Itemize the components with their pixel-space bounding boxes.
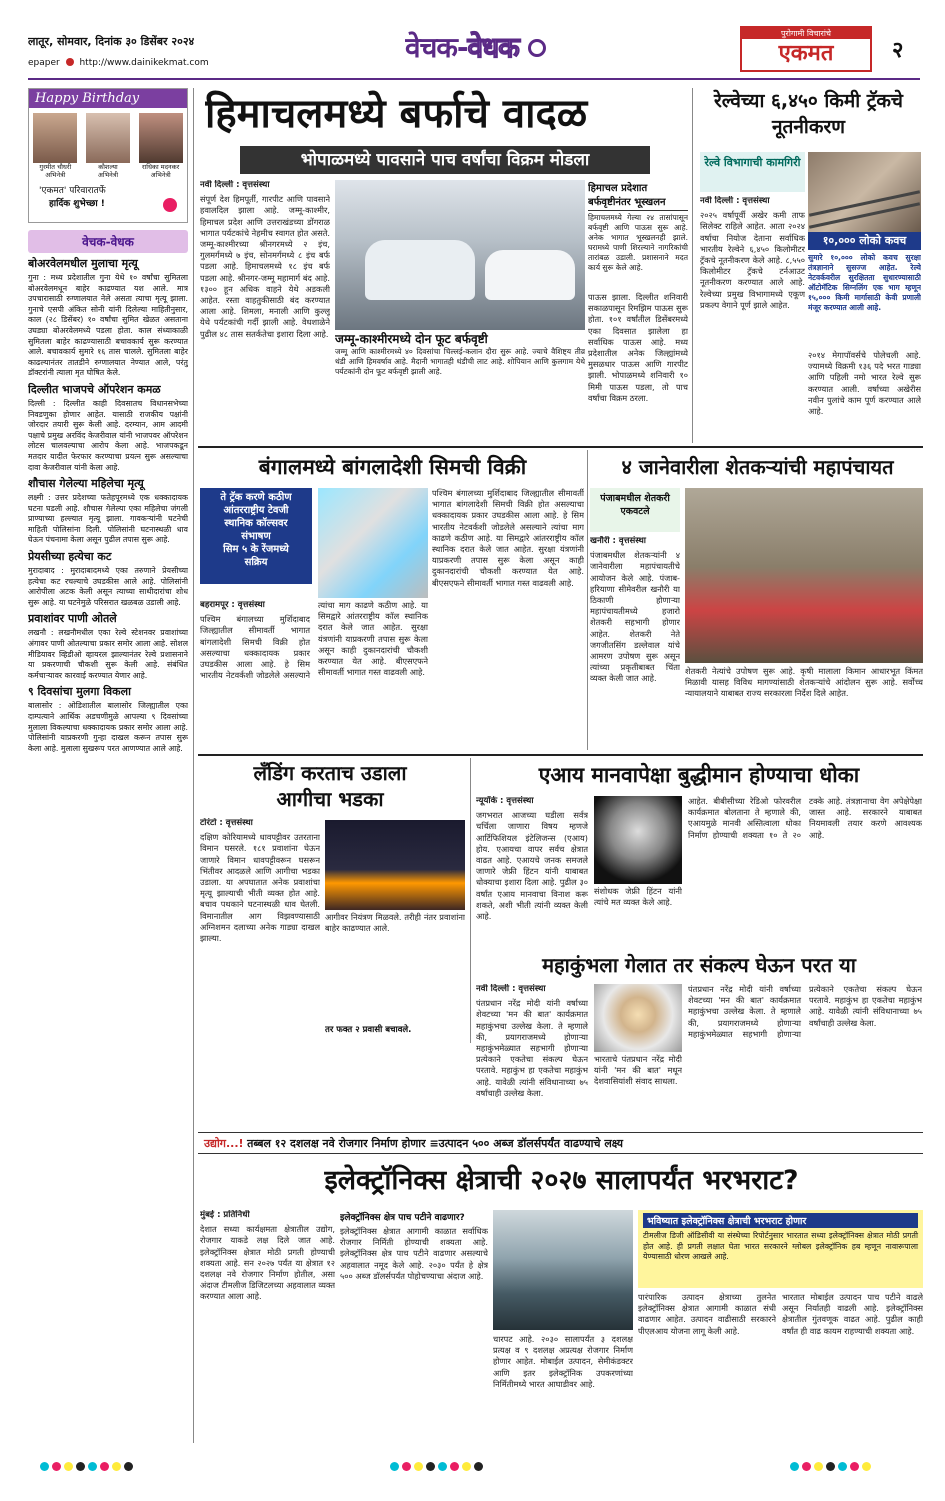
landslide-title-1: हिमाचल प्रदेशात — [588, 183, 648, 194]
himachal-subhead: भोपाळमध्ये पावसाने पाच वर्षांचा विक्रम मोडला — [240, 146, 650, 174]
sim-box-line: संभाषण — [241, 531, 271, 542]
sidebar-item-3 — [28, 476, 188, 546]
registration-dot — [88, 1462, 97, 1471]
electronics-col3: चारपट आहे. २०३० सालापर्यंत ३ दशलक्ष प्रत्यक्ष व ९ दशलक्ष अप्रत्यक्ष रोजगार निर्माण होणार आहेत. मोबाईल उत्पादन, सेमीकंडक्टर आणि इतर इलेक्ट्रॉनिक उपकरणांच्या निर्मितीमध्ये भारत आघाडीवर आहे. — [493, 1334, 633, 1389]
loco-kavach-text: सुमारे १०,००० लोको कवच सुरक्षा तंत्रज्ञानाने सुसज्ज आहेत. रेल्वे नेटवर्कवरील सुरक्षितता सुधारण्यासाठी ऑटोमॅटिक सिग्नलिंग एक भाग म्हणून १५,००० किमी मार्गासाठी केवी प्रणाली मंजूर करण्यात आली आहे. — [808, 253, 921, 312]
kumbh-col3: पंतप्रधान नरेंद्र मोदी यांनी वर्षाच्या शेवटच्या 'मन की बात' कार्यक्रमात महाकुंभचा उल्लेख केला. ते म्हणाले की, प्रयागराजमध्ये होणाऱ्या महाकुंभमेळ्यात सहभागी होणाऱ्या प्रत्येकाने एकतेचा संकल्प घेऊन परतावे. महाकुंभ हा एकतेचा महाकुंभ आहे. यावेळी त्यांनी संविधानाच्या ७५ वर्षांचाही उल्लेख केला. — [688, 984, 922, 1039]
section-title-2: वेधक — [467, 31, 519, 64]
electronics-headline: इलेक्ट्रॉनिक्स क्षेत्राची २०२७ सालापर्यंत भरभराट? — [324, 1165, 799, 1196]
birthday-person-1 — [33, 113, 77, 179]
registration-dot — [838, 1462, 847, 1471]
birthday-photos — [29, 113, 187, 179]
kashmir-snow-caption — [335, 332, 585, 404]
railway-col2: २०१४ मेगापॉवर्सचे पोलेचली आहे. ज्यामध्ये विक्रमी १३६ पदे भरत गाड्या आणि पहिली नमो भारत रेल्वे सुरू करण्यात आली. वर्षाच्या अखेरीस नवीन पुलांचे काम पूर्ण करण्यात आले आहे. — [808, 350, 921, 417]
sidebar-item-1 — [28, 256, 188, 379]
sidebar-item-title: बोअरवेलमधील मुलाचा मृत्यू — [28, 257, 138, 270]
sidebar-item-text: लक्ष्मी : उत्तर प्रदेशच्या फतेहपूरमध्ये एक धक्कादायक घटना घडली आहे. शौचास गेलेल्या एका महिलेचा जंगली प्राण्याच्या हल्ल्यात मृत्यू झाला. गावकऱ्यांनी घटनेची माहिती पोलिसांना दिली. पोलिसांनी घटनास्थळी धाव घेऊन पंचनामा केला असून पुढील तपास सुरू आहे. — [28, 493, 188, 545]
sidebar — [28, 230, 188, 1440]
registration-dot — [52, 1462, 61, 1471]
electronics-col6: भारतात मोबाईल उत्पादन पाच पटीने वाढले असून निर्यातही वाढली आहे. इलेक्ट्रॉनिक्स क्षेत्रातील गुंतवणूक वाढत आहे. पुढील काही वर्षांत ही वाढ कायम राहण्याची शक्यता आहे. — [782, 1292, 923, 1336]
sim-box-line: सिम ५ के रेंजमध्ये — [223, 544, 289, 555]
bangladesh-body-text: पश्चिम बंगालच्या मुर्शिदाबाद जिल्ह्यातील सीमावर्ती भागात बांगलादेशी सिमची विक्री होत असल्याचा धक्कादायक प्रकार उघडकीस आला आहे. हे सिम भारतीय नेटवर्कशी जोडलेले असल्याने त्यांचा माग काढणे कठीण आहे. या सिमद्वारे आंतरराष्ट्रीय कॉल स्थानिक दरात केले जात आहेत. सुरक्षा यंत्रणांनी याप्रकरणी तपास सुरू केला असून काही दुकानदारांची चौकशी करण्यात येत आहे. बीएसएफने सीमावर्ती भागात गस्त वाढवली आहे. — [200, 600, 428, 681]
birthday-wish-2: हार्दिक शुभेच्छा ! — [49, 199, 105, 209]
kashmir-caption-title: जम्मू-काश्मीरमध्ये दोन फूट बर्फवृष्टी — [335, 332, 488, 346]
ai-headline: एआय मानवापेक्षा बुद्धीमान होण्याचा धोका — [538, 763, 860, 787]
birthday-name-2: कौशल्या — [98, 163, 118, 171]
registration-dot — [414, 1462, 423, 1471]
sidebar-item-text: बालासोर : ओडिशातील बालासोर जिल्ह्यातील एका दाम्पत्याने आर्थिक अडचणीमुळे आपल्या ९ दिवसांच्या मुलाला विकल्याचा धक्कादायक प्रकार समोर आला आहे. पोलिसांनी याप्रकरणी गुन्हा दाखल करून तपास सुरू केला आहे. मुलाला सुखरूप परत आणण्यात आले आहे. — [28, 701, 188, 753]
electronics-box-title: भविष्यात इलेक्ट्रॉनिक्स क्षेत्राची भरभराट होणार — [643, 1213, 918, 1228]
column-divider — [470, 758, 471, 1043]
registration-dot — [426, 1462, 435, 1471]
registration-dot — [402, 1462, 411, 1471]
farmers-box — [590, 488, 680, 532]
ai-dateline: न्यूयॉर्क : वृत्तसंस्था — [476, 796, 534, 806]
plane-footer: तर फक्त २ प्रवासी बचावले. — [325, 1025, 412, 1035]
ai-body — [476, 796, 588, 946]
sim-info-box — [200, 488, 312, 584]
epaper-label: epaper — [28, 58, 60, 68]
farmers-box-title-2: एकवटले — [620, 506, 650, 517]
plane-fire-photo — [325, 820, 465, 910]
farmers-box-title-1: पंजाबमधील शेतकरी — [600, 493, 670, 504]
registration-marks-right — [790, 1462, 871, 1471]
electronics-body-text: देशात सध्या कार्यक्षमता क्षेत्रातील उद्योग, रोजगार याकडे लक्ष दिले जात आहे. इलेक्ट्रॉनिक्स क्षेत्रात मोठी प्रगती होण्याची शक्यता आहे. सन २०२७ पर्यंत या क्षेत्रात १२ दशलक्ष नवे रोजगार निर्माण होतील, असा अंदाज टीमलीज डिजिटलच्या अहवालात व्यक्त करण्यात आला आहे. — [200, 1224, 335, 1302]
sim-box-line: आंतरराष्ट्रीय टेवजी — [223, 505, 289, 516]
bangladesh-headline: बंगालमध्ये बांगलादेशी सिमची विक्री — [258, 455, 527, 479]
registration-dot — [390, 1462, 399, 1471]
electronics-col2: इलेक्ट्रॉनिक्स क्षेत्रात आगामी काळात सर्वाधिक रोजगार निर्मिती होण्याची शक्यता आहे. इलेक्ट्रॉनिक्स क्षेत्र पाच पटीने वाढणार असल्याचे अहवालात नमूद केले आहे. २०३० पर्यंत हे क्षेत्र ५०० अब्ज डॉलर्सपर्यंत पोहोचण्याचा अंदाज आहे. — [340, 1226, 488, 1281]
farmers-photo — [685, 488, 923, 663]
flower-icon — [163, 198, 177, 212]
sidebar-item-6 — [28, 684, 188, 754]
landslide-box — [588, 180, 688, 290]
electronics-factory-photo — [493, 1210, 633, 1330]
bangladesh-col3: पश्चिम बंगालच्या मुर्शिदाबाद जिल्ह्यातील सीमावर्ती भागात बांगलादेशी सिमची विक्री होत असल्याचा धक्कादायक प्रकार उघडकीस आला आहे. हे सिम भारतीय नेटवर्कशी जोडलेले असल्याने त्यांचा माग काढणे कठीण आहे. या सिमद्वारे आंतरराष्ट्रीय कॉल स्थानिक दरात केले जात आहेत. सुरक्षा यंत्रणांनी याप्रकरणी तपास सुरू केला असून काही दुकानदारांची चौकशी करण्यात येत आहे. बीएसएफने सीमावर्ती भागात गस्त वाढवली आहे. — [432, 488, 584, 588]
page-number: २ — [892, 38, 904, 63]
electronics-body — [200, 1210, 335, 1440]
ai-body-text: जगभरात आजच्या घडीला सर्वत्र चर्चिला जाणारा विषय म्हणजे आर्टिफिशियल इंटेलिजन्स (एआय) होय. एआयचा वापर सर्वच क्षेत्रात वाढत आहे. एआयचे जनक समजले जाणारे जेफ्री हिंटन यांनी याबाबत धोक्याचा इशारा दिला आहे. पुढील ३० वर्षांत एआय मानवाचा विनाश करू शकते, अशी भीती त्यांनी व्यक्त केली आहे. — [476, 810, 588, 922]
snow-cars-photo — [335, 180, 585, 330]
farmers-dateline: खनौरी : वृत्तसंस्था — [590, 536, 646, 546]
ai-col3: आहेत. बीबीसीच्या रेडिओ फोरवरील कार्यक्रमात बोलताना ते म्हणाले की, एआयमुळे मानवी अस्तित्वाला धोका निर्माण होण्याची शक्यता १० ते २० टक्के आहे. तंत्रज्ञानाचा वेग अपेक्षेपेक्षा जास्त आहे. सरकारने याबाबत नियमावली तयार करणे आवश्यक आहे. — [688, 796, 922, 840]
modi-photo — [594, 984, 682, 1052]
registration-dot — [474, 1462, 483, 1471]
registration-dot — [450, 1462, 459, 1471]
plane-dateline: टोरंटो : वृत्तसंस्था — [200, 818, 253, 828]
globe-icon — [66, 58, 74, 66]
registration-dot — [112, 1462, 121, 1471]
registration-dot — [64, 1462, 73, 1471]
sidebar-title: वेचक-वेधक — [28, 230, 188, 253]
railway-body — [700, 196, 805, 441]
plane-caption: आगीवर नियंत्रण मिळवले. तरीही नंतर प्रवाशांना बाहेर काढण्यात आले. — [325, 912, 465, 934]
railway-dateline: नवी दिल्ली : वृत्तसंस्था — [700, 196, 770, 206]
modi-caption: भारताचे पंतप्रधान नरेंद्र मोदी यांनी 'मन की बात' मधून देशवासियांशी संवाद साधला. — [594, 1054, 682, 1087]
birthday-person-2 — [86, 113, 130, 179]
column-divider — [587, 450, 588, 750]
sidebar-item-text: मुरादाबाद : मुरादाबादमध्ये एका तरुणाने प्रेयसीच्या हत्येचा कट रचल्याचे उघडकीस आले आहे. पोलिसांनी आरोपीला अटक केली असून त्याच्या साथीदारांचा शोध सुरू आहे. या घटनेमुळे परिसरात खळबळ उडाली आहे. — [28, 566, 188, 607]
sidebar-item-2 — [28, 382, 188, 473]
registration-dot — [802, 1462, 811, 1471]
registration-dot — [438, 1462, 447, 1471]
himachal-body-text: संपूर्ण देश हिमपूर्ती, गारपीट आणि पावसाने हवालदिल झाला आहे. जम्मू-काश्मीर, हिमाचल प्रदेश आणि उत्तराखंडच्या डोंगराळ भागात पर्यटकांचे नेहमीच स्वागत होत असते. जम्मू-काश्मीरच्या श्रीनगरमध्ये २ इंच, गुलमर्गमध्ये ७ इंच, सोनमर्गमध्ये ८ इंच बर्फ पडला आहे. हिमाचलमध्ये १८ इंच बर्फ पडला आहे. श्रीनगर-जम्मू महामार्ग बंद आहे. १३०० हून अधिक वाहने येथे अडकली आहेत. रस्ता वाहतुकीसाठी बंद करण्यात आला आहे. शिमला, मनाली आणि कुल्लू येथे पर्यटकांची गर्दी झाली आहे. वेधशाळेने पुढील ४८ तास सतर्कतेचा इशारा दिला आहे. — [200, 194, 330, 339]
sidebar-item-text: लखनौ : लखनौमधील एका रेल्वे स्टेशनवर प्रवाशांच्या अंगावर पाणी ओतल्याचा प्रकार समोर आला आहे. सोशल मीडियावर व्हिडीओ व्हायरल झाल्यानंतर रेल्वे प्रशासनाने या प्रकरणाची चौकशी सुरू केली आहे. संबंधित कर्मचाऱ्यावर कारवाई करण्यात येणार आहे. — [28, 628, 188, 680]
banner-label: उद्योग...! — [204, 1137, 244, 1150]
track-rail — [809, 202, 920, 228]
brand-tagline: पुरोगामी विचारांचे — [742, 28, 870, 39]
plane-headline-2: आगीचा भडका — [276, 787, 384, 811]
sim-box-line: स्थानिक कॉल्सवर — [224, 518, 288, 529]
sidebar-divider — [193, 88, 194, 1443]
electronics-subhead: इलेक्ट्रॉनिक्स क्षेत्र पाच पटीने वाढणार? — [340, 1213, 465, 1223]
electronics-col5: पारंपारिक उत्पादन क्षेत्राच्या तुलनेत इलेक्ट्रॉनिक्स क्षेत्रात आगामी काळात संधी वाढणार आहेत. उत्पादन वाढीसाठी सरकारने पीएलआय योजना लागू केली आहे. — [638, 1292, 776, 1336]
birthday-wish-1: 'एकमत' परिवारातर्फे — [39, 186, 106, 196]
kumbh-body — [476, 984, 588, 1122]
sidebar-item-title: प्रवाशांवर पाणी ओतले — [28, 612, 117, 626]
hinton-caption: संशोधक जेफ्री हिंटन यांनी त्यांचे मत व्यक्त केले आहे. — [594, 886, 682, 908]
masthead-rule — [28, 78, 920, 80]
registration-dot — [790, 1462, 799, 1471]
farmers-caption: शेतकरी नेत्यांचे उपोषण सुरू आहे. कृषी मालाला किमान आधारभूत किंमत मिळावी यासह विविध मागण्यांसाठी शेतकऱ्यांचे आंदोलन सुरू आहे. सर्वोच्च न्यायालयाने याबाबत राज्य सरकारला निर्देश दिले आहेत. — [685, 666, 923, 699]
sidebar-item-text: दिल्ली : दिल्लीत काही दिवसातच विधानसभेच्या निवडणुका होणार आहेत. यासाठी राजकीय पक्षांनी जोरदार तयारी सुरू केली आहे. दरम्यान, आम आदमी पक्षाचे प्रमुख अरविंद केजरीवाल यांनी भाजपवर ऑपरेशन लोटस चालवल्याचा आरोप केला आहे. भाजपकडून मतदार यादीत फेरफार करण्याचा प्रयत्न सुरू असल्याचा दावा केजरीवाल यांनी केला आहे. — [28, 398, 188, 472]
brand-box — [740, 26, 872, 72]
kashmir-caption-text: जम्मू आणि काश्मीरमध्ये ४० दिवसांचा चिल्लई-कलान दौरा सुरू आहे. ज्याचे वैशिष्ट्य तीव्र थंडी आणि हिमवर्षाव आहे. मैदानी भागातही थंडीची लाट आहे. शोपियान आणि कुलगाम येथे पर्यटकांनी दोन फूट बर्फवृष्टी झाली आहे. — [335, 347, 585, 376]
birthday-role-1: अभिनेत्री — [45, 171, 66, 179]
loco-kavach-badge: १०,००० लोको कवच — [808, 232, 921, 250]
himachal-body — [200, 180, 330, 440]
birthday-name-1: गुरमीत चौधरी — [39, 163, 72, 171]
birthday-person-3 — [139, 113, 183, 179]
brand-name: एकमत — [778, 41, 834, 66]
portrait-photo-1 — [33, 113, 77, 163]
plane-headline-1: लँडिंग करताच उडाला — [253, 761, 407, 785]
railway-body-text: २०२५ वर्षापूर्वी अखेर कमी ताफ सिलेक्ट राहिले आहेत. आता २०२४ वर्षाचा नियोज देताना सर्वाधिक भारतीय रेल्वेने ६,४५० किलोमीटर ट्रॅकचे नूतनीकरण केले आहे. ८,५५० किलोमीटर ट्रॅकचे टर्नआउट नूतनीकरण करण्यात आले आहे. रेल्वेच्या प्रमुख विभागामध्ये एकूण प्रकल्प वेगाने पूर्ण झाले आहेत. — [700, 210, 805, 310]
birthday-name-3: राधिका मदनकर — [141, 163, 180, 171]
registration-dot — [862, 1462, 871, 1471]
registration-dot — [100, 1462, 109, 1471]
landslide-title-2: बर्फवृष्टीनंतर भूस्खलन — [588, 194, 688, 211]
magnifier-icon — [528, 39, 546, 57]
sim-cards-photo — [318, 488, 428, 598]
section-rule — [198, 446, 923, 448]
sidebar-item-5 — [28, 611, 188, 681]
car-shape — [485, 250, 575, 300]
railway-box-title: रेल्वे विभागाची कामगिरी — [700, 152, 805, 192]
kumbh-headline: महाकुंभला गेलात तर संकल्प घेऊन परत या — [542, 953, 856, 977]
birthday-header: Happy Birthday — [29, 89, 187, 108]
registration-dot — [850, 1462, 859, 1471]
farmers-headline: ४ जानेवारीला शेतकऱ्यांची महापंचायत — [621, 455, 894, 479]
registration-dot — [462, 1462, 471, 1471]
sidebar-item-4 — [28, 549, 188, 608]
registration-dot — [40, 1462, 49, 1471]
himachal-col3: पाऊस झाला. दिल्लीत शनिवारी सकाळपासून रिमझिम पाऊस सुरू होता. १०१ वर्षांतील डिसेंबरमध्ये एका दिवसात झालेला हा सर्वाधिक पाऊस आहे. मध्य प्रदेशातील अनेक जिल्ह्यांमध्ये मुसळधार पाऊस आणि गारपीट झाली. भोपाळमध्ये शनिवारी १० मिमी पाऊस पडला, तो पाच वर्षांचा विक्रम ठरला. — [588, 292, 688, 403]
plane-body-text: दक्षिण कोरियामध्ये धावपट्टीवर उतरताना विमान घसरले. १८१ प्रवाशांना घेऊन जाणारे विमान धावपट्टीवरून घसरून भिंतीवर आदळले आणि आगीचा भडका उडाला. या अपघातात अनेक प्रवाशांचा मृत्यू झाल्याची भीती व्यक्त होत आहे. बचाव पथकाने घटनास्थळी धाव घेतली. विमानातील आग विझवण्यासाठी अग्निशमन दलाच्या अनेक गाड्या दाखल झाल्या. — [200, 832, 320, 944]
bangladesh-body — [200, 600, 428, 750]
electronics-dateline: मुंबई : प्रतिनिधी — [200, 1210, 250, 1220]
car-shape — [365, 240, 475, 300]
farmers-body-text: पंजाबमधील शेतकऱ्यांनी ४ जानेवारीला महापंचायतीचे आयोजन केले आहे. पंजाब-हरियाणा सीमेवरील खनौरी या ठिकाणी होणाऱ्या महापंचायतीमध्ये हजारो शेतकरी सहभागी होणार आहेत. शेतकरी नेते जगजीतसिंग डल्लेवाल यांचे आमरण उपोषण सुरू असून त्यांच्या प्रकृतीबाबत चिंता व्यक्त केली जात आहे. — [590, 550, 680, 684]
registration-dot — [124, 1462, 133, 1471]
epaper-url[interactable]: http://www.dainikekmat.com — [79, 58, 209, 68]
birthday-role-2: अभिनेत्री — [97, 171, 119, 179]
kumbh-dateline: नवी दिल्ली : वृत्तसंस्था — [476, 984, 546, 994]
banner-text: तब्बल १२ दशलक्ष नवे रोजगार निर्माण होणार ≡उत्पादन ५०० अब्ज डॉलर्सपर्यंत वाढण्याचे लक्ष्य — [247, 1137, 624, 1150]
himachal-dateline: नवी दिल्ली : वृत्तसंस्था — [200, 180, 270, 190]
hinton-photo — [594, 796, 682, 884]
industry-banner — [198, 1132, 923, 1154]
dateline: लातूर, सोमवार, दिनांक ३० डिसेंबर २०२४ — [28, 35, 195, 48]
registration-dot — [826, 1462, 835, 1471]
registration-marks-center — [390, 1462, 483, 1471]
section-title — [405, 28, 546, 66]
railway-headline: रेल्वेच्या ६,४५० किमी ट्रॅकचे नूतनीकरण — [714, 90, 903, 138]
epaper-line — [28, 58, 209, 68]
masthead — [0, 0, 945, 86]
railway-track-photo — [808, 152, 921, 232]
registration-dot — [814, 1462, 823, 1471]
farmers-body — [590, 536, 680, 750]
sidebar-item-title: प्रेयसीच्या हत्येचा कट — [28, 550, 112, 564]
portrait-photo-2 — [86, 113, 130, 163]
portrait-photo-3 — [139, 113, 183, 163]
sim-box-line: ते ट्रॅक करणे कठीण — [220, 492, 292, 503]
electronics-box-text: टीमलीज डिजी ऑडिसीवी या संस्थेच्या रिपोर्टनुसार भारतात सध्या इलेक्ट्रॉनिक्स क्षेत्रात मोठी प्रगती होत आहे. ही प्रगती लक्षात घेता भारत सरकारने ग्लोबल इलेक्ट्रॉनिक हब म्हणून नावारूपाला येण्यासाठी धोरण आखले आहे. — [643, 1231, 918, 1261]
plane-body — [200, 818, 320, 1033]
sidebar-item-title: शौचास गेलेल्या महिलेचा मृत्यू — [28, 477, 144, 491]
kumbh-body-text: पंतप्रधान नरेंद्र मोदी यांनी वर्षाच्या शेवटच्या 'मन की बात' कार्यक्रमात महाकुंभचा उल्लेख केला. ते म्हणाले की, प्रयागराजमध्ये होणाऱ्या महाकुंभमेळ्यात सहभागी होणाऱ्या प्रत्येकाने एकतेचा संकल्प घेऊन परतावे. महाकुंभ हा एकतेचा महाकुंभ आहे. यावेळी त्यांनी संविधानाच्या ७५ वर्षांचाही उल्लेख केला. — [476, 998, 588, 1098]
himachal-headline: हिमाचलमध्ये बर्फाचे वादळ — [205, 91, 588, 137]
electronics-box — [638, 1210, 923, 1288]
sidebar-item-text: गुना : मध्य प्रदेशातील गुना येथे १० वर्षांचा सुमितला बोअरवेलमधून बाहेर काढण्यात यश आले. मात्र उपचारासाठी रुग्णालयात नेले असता त्याचा मृत्यू झाला. गुनाचे एसपी अंकित सोनी यांनी दिलेल्या माहितीनुसार, काल (२८ डिसेंबर) १० वर्षांचा सुमित खेळत असताना उघड्या बोअरवेलमध्ये पडला होता. काल संध्याकाळी सुमितला बाहेर काढण्यासाठी बचावकार्य सुरू करण्यात आले. बचावकार्य सुमारे १६ तास चालले. सुमितला बाहेर काढल्यानंतर तातडीने रुग्णालयात नेण्यात आले, परंतु डॉक्टरांनी त्याला मृत घोषित केले. — [28, 273, 188, 378]
landslide-text: हिमाचलमध्ये गेल्या २४ तासांपासून बर्फवृष्टी आणि पाऊस सुरू आहे. अनेक भागात भूस्खलनही झाले. घरामध्ये पाणी शिरल्याने नागरिकांची तारांबळ उडाली. प्रशासनाने मदत कार्य सुरू केले आहे. — [588, 213, 688, 272]
birthday-box — [28, 88, 188, 223]
bangladesh-dateline: बहरामपूर : वृत्तसंस्था — [200, 600, 265, 610]
registration-marks-left — [40, 1462, 133, 1471]
section-rule — [198, 754, 923, 756]
column-divider — [692, 88, 693, 443]
track-rail — [809, 190, 920, 216]
birthday-role-3: अभिनेत्री — [150, 171, 171, 179]
sidebar-item-title: ९ दिवसांचा मुलगा विकला — [28, 685, 131, 699]
sidebar-item-title: दिल्लीत भाजपचे ऑपरेशन कमळ — [28, 382, 161, 396]
section-title-1: वेचक- — [405, 31, 468, 64]
registration-dot — [76, 1462, 85, 1471]
sim-box-line: सक्रिय — [244, 557, 268, 568]
